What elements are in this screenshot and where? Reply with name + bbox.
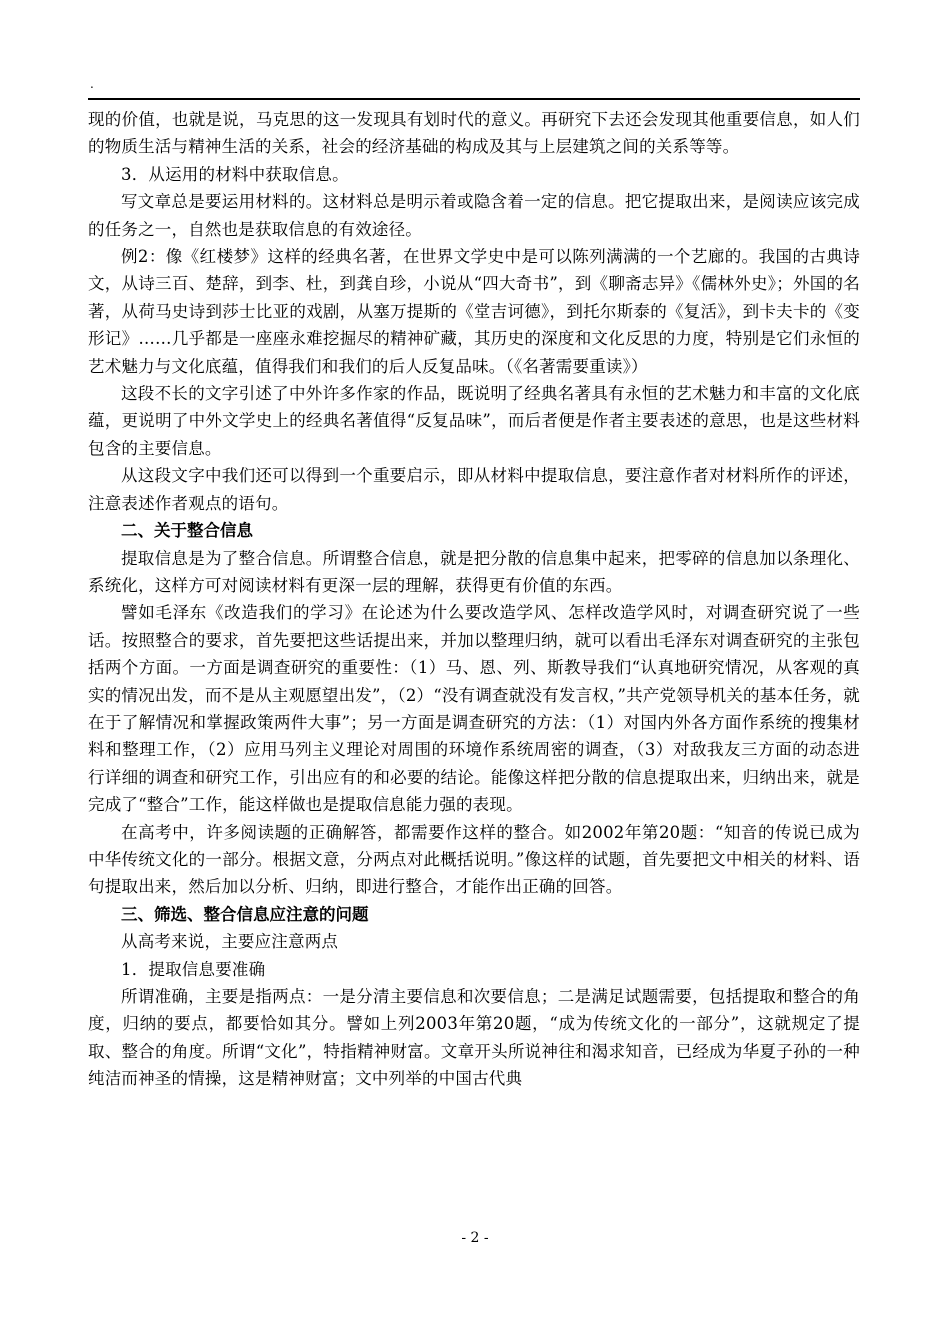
header-rule <box>88 98 860 100</box>
body-paragraph: 1．提取信息要准确 <box>121 959 266 979</box>
header-mark: . <box>90 77 94 91</box>
body-paragraph: 例2：像《红楼梦》这样的经典名著，在世界文学史中是可以陈列满满的一个艺廊的。我国的古典诗文，从诗三百、楚辞，到李、杜，到龚自珍，小说从“四大奇书”，到《聊斋志异》《儒林外史》；外国的名著，从荷马史诗到莎士比亚的戏剧，从塞万提斯的《堂吉诃德》，到托尔斯泰的《复活》，到卡夫卡的《变形记》……几乎都是一座座永难挖掘尽的精神矿藏，其历史的深度和文化反思的力度，特别是它们永恒的艺术魅力与文化底蕴，值得我们和我们的后人反复品味。（《名著需要重读》） <box>88 247 860 376</box>
body-paragraph: 现的价值，也就是说，马克思的这一发现具有划时代的意义。再研究下去还会发现其他重要信息，如人们的物质生活与精神生活的关系，社会的经济基础的构成及其与上层建筑之间的关系等等。 <box>88 110 860 157</box>
body-paragraph: 从高考来说，主要应注意两点 <box>121 932 339 952</box>
page-number: - 2 - <box>461 1230 489 1246</box>
section-heading: 二、关于整合信息 <box>121 521 253 541</box>
body-paragraph: 所谓准确，主要是指两点：一是分清主要信息和次要信息；二是满足试题需要，包括提取和整合的角度，归纳的要点，都要恰如其分。譬如上列2003年第20题，“成为传统文化的一部分”，这就规定了提取、整合的角度。所谓“文化”，特指精神财富。文章开头所说神往和渴求知音，已经成为华夏子孙的一种纯洁而神圣的情操，这是精神财富；文中列举的中国古代典 <box>88 987 860 1089</box>
body-paragraph: 写文章总是要运用材料的。这材料总是明示着或隐含着一定的信息。把它提取出来，是阅读应该完成的任务之一，自然也是获取信息的有效途径。 <box>88 192 860 239</box>
body-paragraph: 从这段文字中我们还可以得到一个重要启示，即从材料中提取信息，要注意作者对材料所作的评述，注意表述作者观点的语句。 <box>88 466 860 513</box>
section-heading: 三、筛选、整合信息应注意的问题 <box>121 904 369 924</box>
body-paragraph: 在高考中，许多阅读题的正确解答，都需要作这样的整合。如2002年第20题：“知音的传说已成为中华传统文化的一部分。根据文意，分两点对此概括说明。”像这样的试题，首先要把文中相关的材料、语句提取出来，然后加以分析、归纳，即进行整合，才能作出正确的回答。 <box>88 822 860 897</box>
body-paragraph: 3．从运用的材料中获取信息。 <box>121 164 349 184</box>
body-paragraph: 提取信息是为了整合信息。所谓整合信息，就是把分散的信息集中起来，把零碎的信息加以条理化、系统化，这样方可对阅读材料有更深一层的理解，获得更有价值的东西。 <box>88 548 860 595</box>
document-body <box>88 106 860 1093</box>
body-paragraph: 这段不长的文字引述了中外许多作家的作品，既说明了经典名著具有永恒的艺术魅力和丰富的文化底蕴，更说明了中外文学史上的经典名著值得“反复品味”，而后者便是作者主要表述的意思，也是这些材料包含的主要信息。 <box>88 384 860 458</box>
body-paragraph: 譬如毛泽东《改造我们的学习》在论述为什么要改造学风、怎样改造学风时，对调查研究说了一些话。按照整合的要求，首先要把这些话提出来，并加以整理归纳，就可以看出毛泽东对调查研究的主张包括两个方面。一方面是调查研究的重要性：（1）马、恩、列、斯教导我们“认真地研究情况，从客观的真实的情况出发，而不是从主观愿望出发”，（2）“没有调查就没有发言权，”共产党领导机关的基本任务，就在于了解情况和掌握政策两件大事”；另一方面是调查研究的方法：（1）对国内外各方面作系统的搜集材料和整理工作，（2）应用马列主义理论对周围的环境作系统周密的调查，（3）对敌我友三方面的动态进行详细的调查和研究工作，引出应有的和必要的结论。能像这样把分散的信息提取出来，归纳出来，就是完成了“整合”工作，能这样做也是提取信息能力强的表现。 <box>88 603 860 815</box>
